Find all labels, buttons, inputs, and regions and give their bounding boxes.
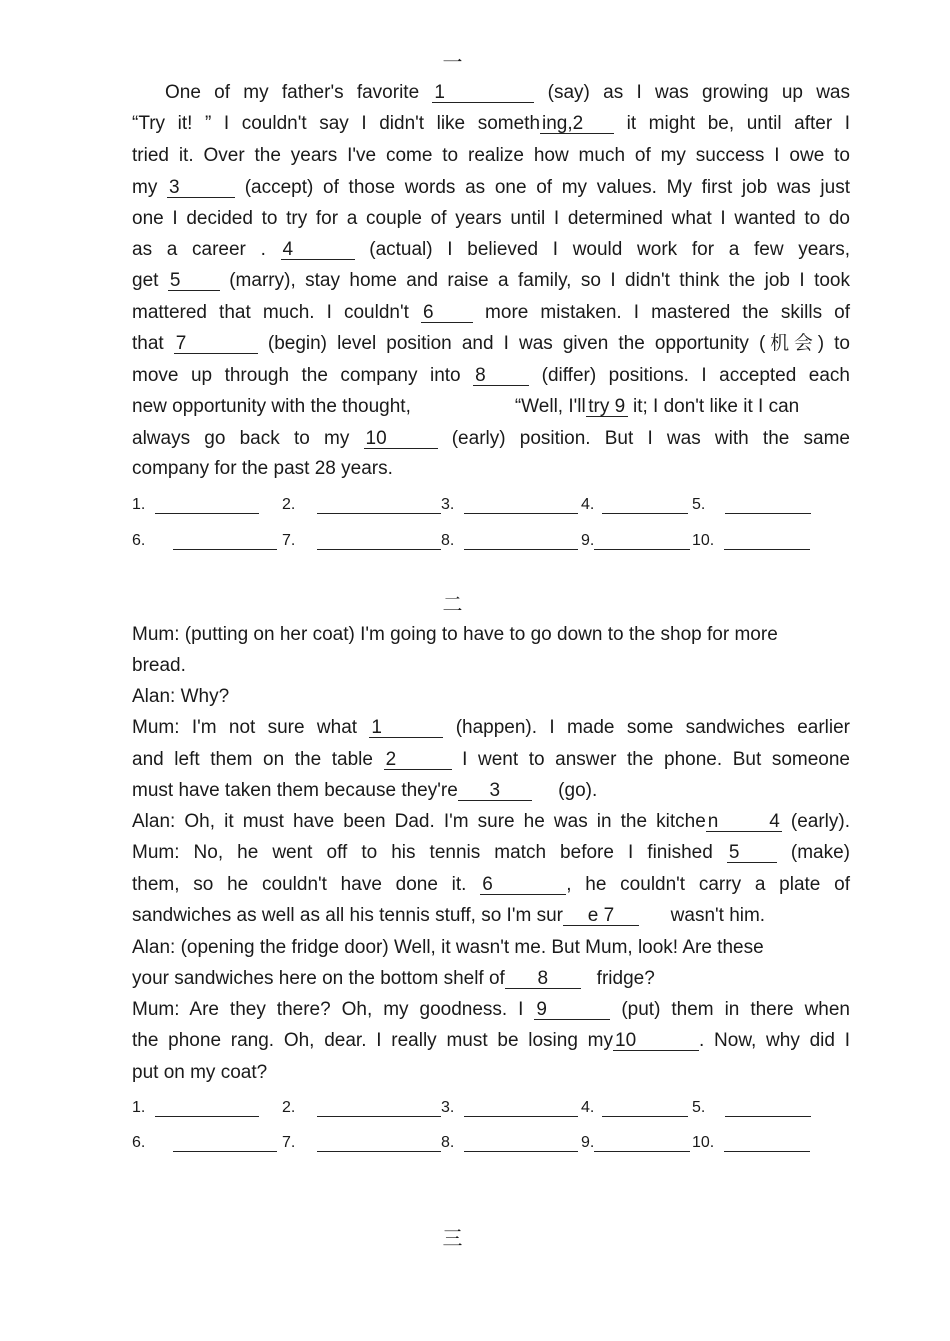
dialogue-line-1: Mum: (putting on her coat) I'm going to have to go down to the shop for more <box>132 624 778 645</box>
dialogue-line-2: bread. <box>132 655 186 676</box>
section-three-title: 三 <box>442 1226 463 1250</box>
answer-line-10[interactable] <box>724 1137 810 1152</box>
passage-one-line-13: company for the past 28 years. <box>132 458 393 479</box>
answer-label: 3. <box>441 1099 455 1116</box>
passage-one-line-4: my 3 (accept) of those words as one of my values. My first job was just <box>132 177 850 198</box>
section-one-title: 一 <box>442 50 463 74</box>
answer-label: 4. <box>581 496 595 513</box>
dialogue-line-13: Mum: Are they there? Oh, my goodness. I 9 (put) them in there when <box>132 999 851 1020</box>
answer-label: 8. <box>441 1134 455 1151</box>
dialogue-line-12: your sandwiches here on the bottom shelf of 8 fridge? <box>132 968 655 989</box>
dialogue-line-6: must have taken them because they're 3 (go). <box>132 780 598 801</box>
answer-line-6[interactable] <box>173 1137 277 1152</box>
answer-row-two-a <box>132 1099 832 1119</box>
answer-line-2[interactable] <box>317 1102 441 1117</box>
answer-row-one-a <box>132 496 832 516</box>
answer-line-5[interactable] <box>725 499 811 514</box>
answer-line-3[interactable] <box>464 499 578 514</box>
answer-line-8[interactable] <box>464 535 578 550</box>
passage-one-line-7: get 5 (marry), stay home and raise a family, so I didn't think the job I took <box>132 270 850 291</box>
blank-1[interactable]: 1 <box>369 718 443 738</box>
blank-6[interactable]: 6 <box>480 875 566 895</box>
passage-one-line-1: One of my father's favorite 1 (say) as I was growing up was <box>165 82 851 103</box>
passage-one-line-6: as a career . 4 (actual) I believed I would work for a few years, <box>132 239 850 260</box>
answer-label: 7. <box>282 1134 296 1151</box>
blank-6[interactable]: 6 <box>421 303 473 323</box>
answer-line-8[interactable] <box>464 1137 578 1152</box>
dialogue-line-10: sandwiches as well as all his tennis stuff, so I'm sur e 7 wasn't him. <box>132 905 766 926</box>
dialogue-line-9: them, so he couldn't have done it. 6 , he couldn't carry a plate of <box>132 874 850 895</box>
passage-one-line-2: “Try it! ” I couldn't say I didn't like someth ing,2 it might be, until after I <box>132 113 850 134</box>
answer-label: 2. <box>282 496 296 513</box>
answer-label: 1. <box>132 1099 146 1116</box>
blank-3[interactable]: 3 <box>458 781 532 801</box>
answer-line-4[interactable] <box>602 1102 688 1117</box>
answer-line-9[interactable] <box>594 1137 690 1152</box>
blank-2[interactable]: ing,2 <box>540 114 614 134</box>
answer-line-7[interactable] <box>317 1137 441 1152</box>
answer-line-9[interactable] <box>594 535 690 550</box>
answer-label: 4. <box>581 1099 595 1116</box>
passage-one-line-5: one I decided to try for a couple of years until I determined what I wanted to do <box>132 208 850 229</box>
answer-label: 1. <box>132 496 146 513</box>
passage-one-line-8: mattered that much. I couldn't 6 more mistaken. I mastered the skills of <box>132 302 850 323</box>
passage-one-line-10: move up through the company into 8 (differ) positions. I accepted each <box>132 365 850 386</box>
answer-line-1[interactable] <box>155 1102 259 1117</box>
blank-1[interactable]: 1 <box>432 83 534 103</box>
blank-8[interactable]: 8 <box>505 969 581 989</box>
dialogue-line-11: Alan: (opening the fridge door) Well, it wasn't me. But Mum, look! Are these <box>132 937 764 958</box>
answer-label: 3. <box>441 496 455 513</box>
blank-9[interactable]: 9 <box>534 1000 610 1020</box>
answer-row-two-b <box>132 1134 832 1154</box>
dialogue-line-5: and left them on the table 2 I went to answer the phone. But someone <box>132 749 850 770</box>
answer-line-4[interactable] <box>602 499 688 514</box>
dialogue-line-4: Mum: I'm not sure what 1 (happen). I made some sandwiches earlier <box>132 717 850 738</box>
answer-label: 8. <box>441 532 455 549</box>
passage-one-line-9: that 7 (begin) level position and I was given the opportunity (机会) to <box>132 333 850 354</box>
blank-10[interactable]: 10 <box>613 1031 699 1051</box>
blank-8[interactable]: 8 <box>473 366 529 386</box>
answer-label: 5. <box>692 496 706 513</box>
passage-one-line-3: tried it. Over the years I've come to realize how much of my success I owe to <box>132 145 850 166</box>
dialogue-line-3: Alan: Why? <box>132 686 230 707</box>
answer-line-1[interactable] <box>155 499 259 514</box>
dialogue-line-8: Mum: No, he went off to his tennis match before I finished 5 (make) <box>132 842 850 863</box>
answer-label: 7. <box>282 532 296 549</box>
answer-label: 10. <box>692 1134 715 1151</box>
blank-3[interactable]: 3 <box>167 178 235 198</box>
passage-one-line-12: always go back to my 10 (early) position. But I was with the same <box>132 428 850 449</box>
answer-line-10[interactable] <box>724 535 810 550</box>
blank-9[interactable]: try 9 <box>586 397 628 417</box>
answer-row-one-b <box>132 532 832 552</box>
answer-label: 9. <box>581 1134 595 1151</box>
answer-label: 6. <box>132 532 146 549</box>
dialogue-line-7: Alan: Oh, it must have been Dad. I'm sure he was in the kitche n 4 (early). <box>132 811 850 832</box>
answer-line-5[interactable] <box>725 1102 811 1117</box>
answer-label: 10. <box>692 532 715 549</box>
answer-label: 5. <box>692 1099 706 1116</box>
dialogue-line-14: the phone rang. Oh, dear. I really must be losing my 10 . Now, why did I <box>132 1030 850 1051</box>
blank-2[interactable]: 2 <box>384 750 452 770</box>
answer-line-3[interactable] <box>464 1102 578 1117</box>
dialogue-line-15: put on my coat? <box>132 1062 268 1083</box>
answer-line-7[interactable] <box>317 535 441 550</box>
section-two-title: 二 <box>442 592 463 616</box>
blank-7[interactable]: e 7 <box>563 906 639 926</box>
blank-7[interactable]: 7 <box>174 334 258 354</box>
blank-4[interactable]: 4 <box>281 240 355 260</box>
blank-4[interactable]: n 4 <box>707 811 780 832</box>
answer-line-6[interactable] <box>173 535 277 550</box>
passage-one-line-11: new opportunity with the thought, “Well, I'll try 9 it; I don't like it I can <box>132 396 800 417</box>
blank-10[interactable]: 10 <box>364 429 438 449</box>
blank-5[interactable]: 5 <box>727 843 777 863</box>
answer-label: 6. <box>132 1134 146 1151</box>
answer-line-2[interactable] <box>317 499 441 514</box>
answer-label: 9. <box>581 532 595 549</box>
answer-label: 2. <box>282 1099 296 1116</box>
blank-5[interactable]: 5 <box>168 271 220 291</box>
